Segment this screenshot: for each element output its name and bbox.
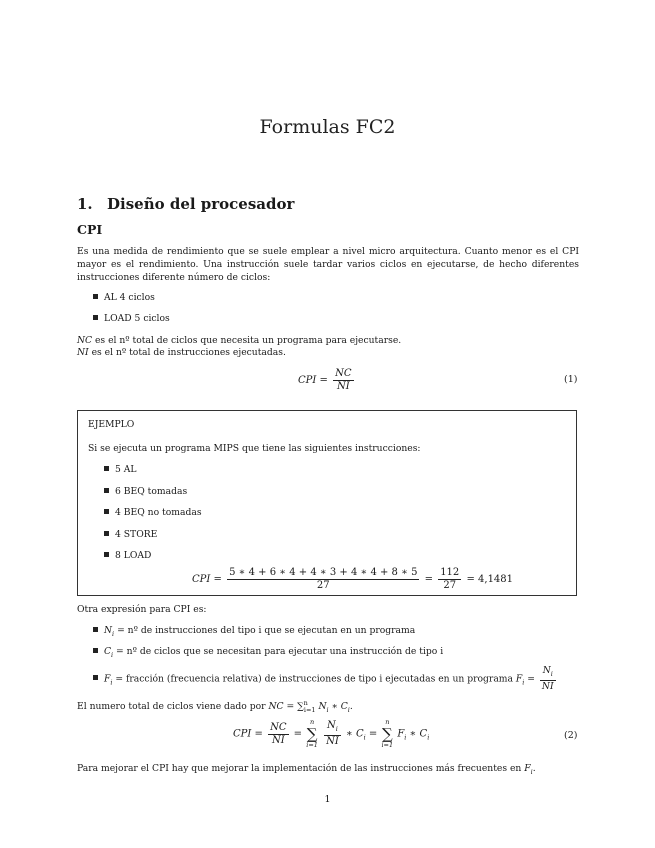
bullet-icon bbox=[93, 675, 98, 680]
definition-subscript: i bbox=[111, 650, 114, 659]
definition-subscript: i bbox=[112, 629, 115, 638]
list-item bbox=[104, 507, 202, 519]
bullet-icon bbox=[93, 627, 98, 632]
fi-numerator: $N_i$ bbox=[540, 665, 556, 681]
bullet-icon bbox=[104, 531, 109, 536]
improve-paragraph: Para mejorar el CPI hay que mejorar la implementación de las instrucciones más frecuentes en $F_i$. bbox=[77, 763, 536, 776]
section-title: Diseño del procesador bbox=[107, 195, 295, 213]
bullet-icon bbox=[104, 466, 109, 471]
definition-symbol: F bbox=[104, 673, 111, 685]
list-item-text: 4 STORE bbox=[115, 529, 158, 540]
example-fraction-1 bbox=[227, 567, 419, 592]
example-result: = 4,1481 bbox=[466, 574, 514, 585]
subsection-heading: CPI bbox=[77, 222, 103, 237]
section-number: 1. bbox=[77, 195, 93, 213]
list-item-text: LOAD 5 ciclos bbox=[104, 313, 170, 324]
fi-denominator: NI bbox=[541, 680, 554, 692]
example-numerator-2: 112 bbox=[440, 567, 460, 578]
ni-symbol: NI bbox=[77, 347, 89, 358]
list-item bbox=[93, 292, 155, 304]
list-item bbox=[104, 486, 187, 498]
definition-symbol: C bbox=[104, 646, 112, 657]
definition-subscript: i bbox=[110, 678, 113, 687]
definition-text: = nº de instrucciones del tipo i que se ejecutan en un programa bbox=[117, 625, 416, 636]
example-label: EJEMPLO bbox=[88, 419, 135, 430]
list-item-text: 5 AL bbox=[115, 464, 137, 475]
list-item bbox=[104, 550, 151, 562]
equation-2: CPI = $\frac{NC}{NI}$ = n ∑ i=1 $\frac{N_i}{NI}$ ∗ $C_i$ = n ∑ i=1 $F_i$ ∗ $C_i$ bbox=[233, 718, 430, 749]
list-item bbox=[93, 646, 443, 661]
ni-definition-text: es el nº total de instrucciones ejecutadas. bbox=[91, 347, 286, 358]
example-denominator-2: 27 bbox=[443, 580, 457, 591]
ni-definition bbox=[77, 346, 579, 359]
intro-paragraph: Es una medida de rendimiento que se suele emplear a nivel micro arquitectura. Cuanto menor es el CPI mayor es el rendimiento. Una instrucción suele tardar varios ciclos en ejecutarse, de hecho diferentes instrucciones diferente número de ciclos: bbox=[77, 246, 579, 283]
eq1-numerator: NC bbox=[335, 368, 352, 379]
sum-symbol: n ∑ i=1 bbox=[306, 718, 318, 749]
list-item bbox=[93, 625, 415, 640]
list-item-text: 6 BEQ tomadas bbox=[115, 486, 188, 497]
document-title: Formulas FC2 bbox=[259, 116, 396, 138]
equation-1-number: (1) bbox=[564, 374, 578, 385]
definition-text: = nº de ciclos que se necesitan para ejecutar una instrucción de tipo i bbox=[116, 646, 444, 657]
definition-symbol: N bbox=[104, 625, 113, 636]
list-item-text: AL 4 ciclos bbox=[104, 292, 155, 303]
list-item-text: 4 BEQ no tomadas bbox=[115, 507, 202, 518]
definition-text: = fracción (frecuencia relativa) de instrucciones de tipo i ejecutadas en un programa bbox=[115, 673, 513, 685]
sum-symbol: n ∑ i=1 bbox=[381, 718, 394, 749]
bullet-icon bbox=[93, 294, 98, 299]
bullet-icon bbox=[93, 315, 98, 320]
example-intro: Si se ejecuta un programa MIPS que tiene las siguientes instrucciones: bbox=[88, 443, 421, 454]
example-fraction-2 bbox=[438, 567, 461, 592]
eq1-fraction bbox=[333, 368, 353, 393]
fi-fraction bbox=[540, 665, 556, 693]
list-item bbox=[104, 464, 137, 476]
eq1-denominator: NI bbox=[336, 381, 350, 392]
example-formula-lhs: CPI bbox=[192, 574, 211, 585]
bullet-icon bbox=[104, 488, 109, 493]
total-cycles-paragraph: El numero total de ciclos viene dado por NC = ∑$^n_{i=1}$ $N_i$ ∗ $C_i$. bbox=[77, 699, 353, 714]
example-denominator-1: 27 bbox=[316, 580, 330, 591]
section-heading bbox=[77, 195, 294, 213]
bullet-icon bbox=[93, 648, 98, 653]
list-item-text: 8 LOAD bbox=[115, 550, 152, 561]
other-expression-text: Otra expresión para CPI es: bbox=[77, 604, 207, 615]
bullet-icon bbox=[104, 509, 109, 514]
nc-definition-text: es el nº total de ciclos que necesita un programa para ejecutarse. bbox=[95, 335, 402, 346]
bullet-icon bbox=[104, 552, 109, 557]
example-formula: CPI = $\frac{5 ∗ 4 + 6 ∗ 4 + 4 ∗ 3 + 4 ∗ 4 + 8 ∗ 5}{27}$ = $\frac{112}{27}$ = 4,1481 bbox=[192, 567, 514, 591]
list-item: $F_i$ = fracción (frecuencia relativa) de instrucciones de tipo i ejecutadas en un programa $F_i$ = $\frac{N_i}{NI}$ bbox=[93, 665, 558, 693]
equation-2-number: (2) bbox=[564, 730, 578, 741]
equation-1: CPI = $\frac{NC}{NI}$ bbox=[298, 368, 352, 392]
total-cycles-text: El numero total de ciclos viene dado por bbox=[77, 701, 266, 713]
eq1-lhs: CPI bbox=[298, 375, 317, 386]
nc-symbol: NC bbox=[77, 335, 93, 346]
example-numerator-1: 5 ∗ 4 + 6 ∗ 4 + 4 ∗ 3 + 4 ∗ 4 + 8 ∗ 5 bbox=[229, 567, 418, 578]
improve-text: Para mejorar el CPI hay que mejorar la implementación de las instrucciones más frecuentes en bbox=[77, 763, 522, 774]
page-number: 1 bbox=[324, 794, 331, 805]
list-item bbox=[93, 313, 170, 325]
list-item bbox=[104, 529, 157, 541]
